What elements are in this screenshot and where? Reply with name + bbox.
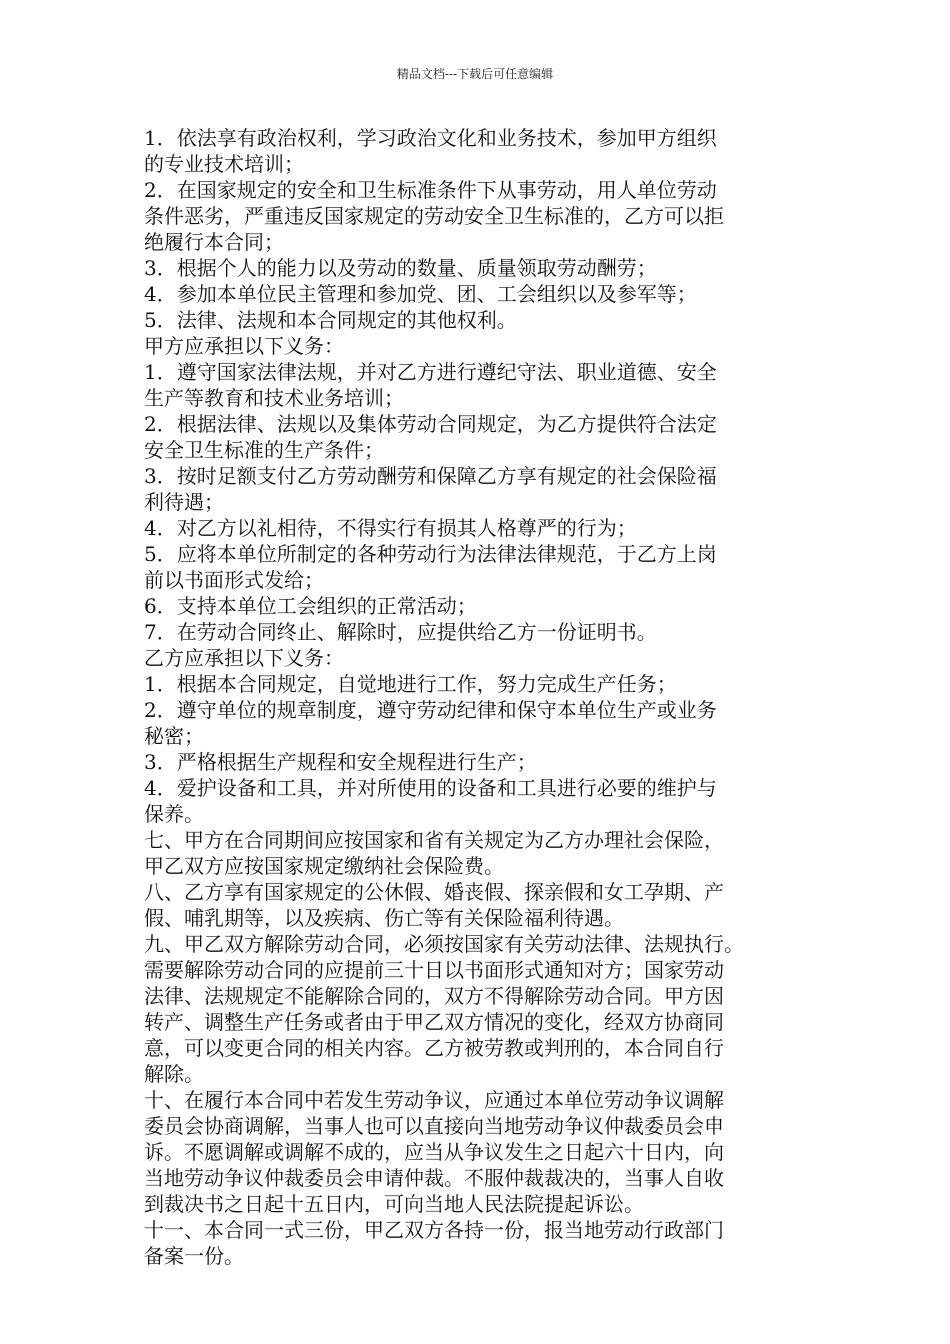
text-line: 2．根据法律、法规以及集体劳动合同规定，为乙方提供符合法定 <box>144 412 717 436</box>
text-line: 秘密； <box>144 724 204 748</box>
clause-line: 解除。 <box>144 1062 204 1086</box>
clause-line: 七、甲方在合同期间应按国家和省有关规定为乙方办理社会保险， <box>144 828 724 852</box>
text-line: 4．参加本单位民主管理和参加党、团、工会组织以及参军等； <box>144 282 697 306</box>
clause-line: 备案一份。 <box>144 1244 244 1268</box>
clause-line: 需要解除劳动合同的应提前三十日以书面形式通知对方；国家劳动 <box>144 958 724 982</box>
clause-line: 甲乙双方应按国家规定缴纳社会保险费。 <box>144 854 504 878</box>
text-line: 的专业技术培训； <box>144 152 304 176</box>
text-line: 3．按时足额支付乙方劳动酬劳和保障乙方享有规定的社会保险福 <box>144 464 717 488</box>
clause-line: 诉。不愿调解或调解不成的，应当从争议发生之日起六十日内，向 <box>144 1140 724 1164</box>
text-line: 4．对乙方以礼相待，不得实行有损其人格尊严的行为； <box>144 516 637 540</box>
text-line: 2．在国家规定的安全和卫生标准条件下从事劳动，用人单位劳动 <box>144 178 717 202</box>
text-line: 6．支持本单位工会组织的正常活动； <box>144 594 477 618</box>
clause-line: 九、甲乙双方解除劳动合同，必须按国家有关劳动法律、法规执行。 <box>144 932 744 956</box>
text-line: 生产等教育和技术业务培训； <box>144 386 404 410</box>
clause-line: 到裁决书之日起十五日内，可向当地人民法院提起诉讼。 <box>144 1192 644 1216</box>
text-line: 保养。 <box>144 802 204 826</box>
text-line: 1．根据本合同规定，自觉地进行工作，努力完成生产任务； <box>144 672 677 696</box>
text-line: 4．爱护设备和工具，并对所使用的设备和工具进行必要的维护与 <box>144 776 717 800</box>
text-line: 3．严格根据生产规程和安全规程进行生产； <box>144 750 537 774</box>
page-header: 精品文档---下载后可任意编辑 <box>396 67 554 81</box>
text-line: 1．依法享有政治权利，学习政治文化和业务技术，参加甲方组织 <box>144 126 717 150</box>
clause-line: 意，可以变更合同的相关内容。乙方被劳教或判刑的，本合同自行 <box>144 1036 724 1060</box>
text-line: 3．根据个人的能力以及劳动的数量、质量领取劳动酬劳； <box>144 256 657 280</box>
section-heading: 甲方应承担以下义务： <box>144 334 344 358</box>
text-line: 安全卫生标准的生产条件； <box>144 438 384 462</box>
clause-line: 转产、调整生产任务或者由于甲乙双方情况的变化，经双方协商同 <box>144 1010 724 1034</box>
text-line: 绝履行本合同； <box>144 230 284 254</box>
clause-line: 假、哺乳期等，以及疾病、伤亡等有关保险福利待遇。 <box>144 906 624 930</box>
text-line: 1．遵守国家法律法规，并对乙方进行遵纪守法、职业道德、安全 <box>144 360 717 384</box>
text-line: 5．应将本单位所制定的各种劳动行为法律法律规范，于乙方上岗 <box>144 542 717 566</box>
clause-line: 当地劳动争议仲裁委员会申请仲裁。不服仲裁裁决的，当事人自收 <box>144 1166 724 1190</box>
text-line: 5．法律、法规和本合同规定的其他权利。 <box>144 308 517 332</box>
clause-line: 八、乙方享有国家规定的公休假、婚丧假、探亲假和女工孕期、产 <box>144 880 724 904</box>
section-heading: 乙方应承担以下义务： <box>144 646 344 670</box>
clause-line: 委员会协商调解，当事人也可以直接向当地劳动争议仲裁委员会申 <box>144 1114 724 1138</box>
text-line: 利待遇； <box>144 490 224 514</box>
clause-line: 法律、法规规定不能解除合同的，双方不得解除劳动合同。甲方因 <box>144 984 724 1008</box>
text-line: 7．在劳动合同终止、解除时，应提供给乙方一份证明书。 <box>144 620 657 644</box>
clause-line: 十、在履行本合同中若发生劳动争议，应通过本单位劳动争议调解 <box>144 1088 724 1112</box>
document-body <box>144 125 814 1269</box>
text-line: 2．遵守单位的规章制度，遵守劳动纪律和保守本单位生产或业务 <box>144 698 717 722</box>
text-line: 前以书面形式发给； <box>144 568 324 592</box>
text-line: 条件恶劣，严重违反国家规定的劳动安全卫生标准的，乙方可以拒 <box>144 204 724 228</box>
clause-line: 十一、本合同一式三份，甲乙双方各持一份，报当地劳动行政部门 <box>144 1218 724 1242</box>
